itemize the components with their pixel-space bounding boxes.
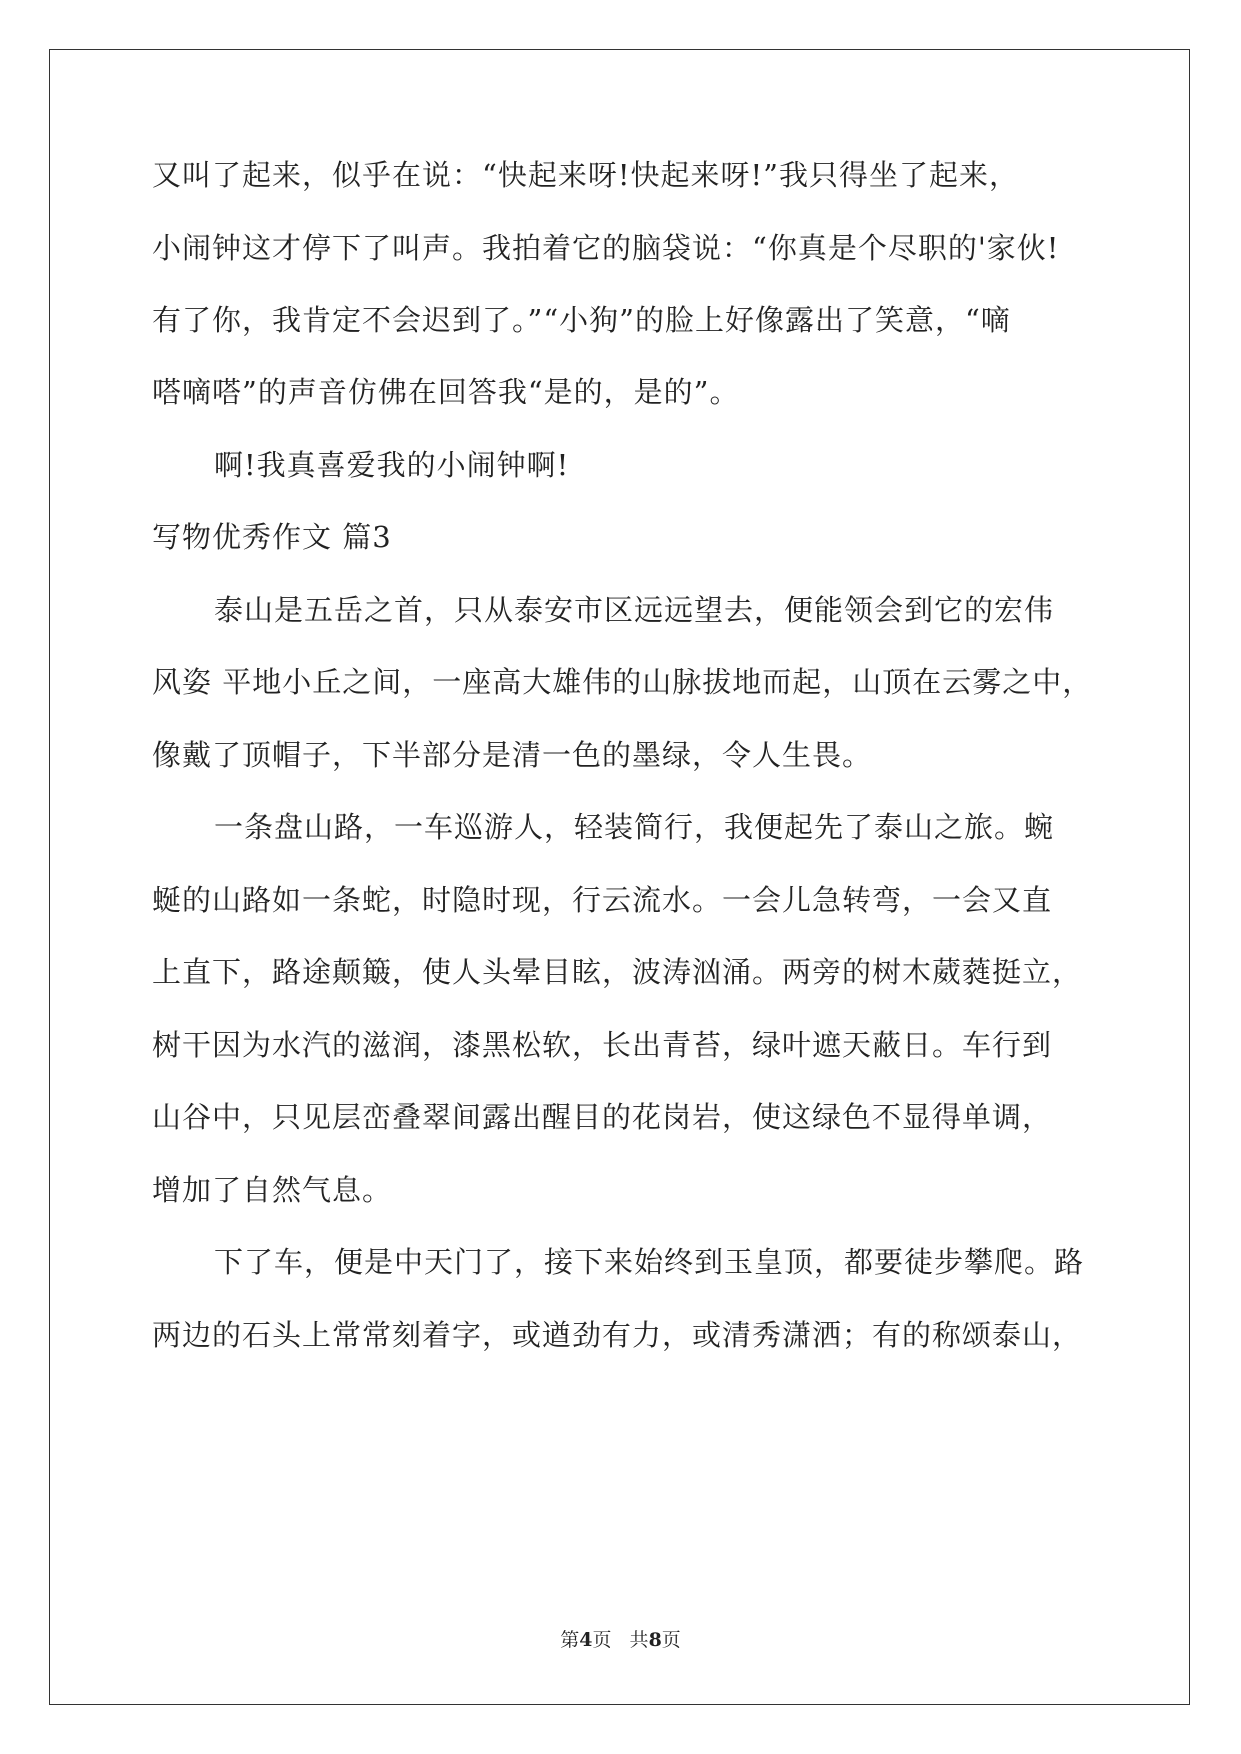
text-line: 有了你，我肯定不会迟到了。”“小狗”的脸上好像露出了笑意，“嘀 xyxy=(152,303,1011,337)
current-page-number: 4 xyxy=(579,1629,593,1651)
text-line: 下了车，便是中天门了，接下来始终到玉皇顶，都要徒步攀爬。路 xyxy=(214,1245,1085,1279)
footer-mid: 页 共 xyxy=(592,1629,649,1651)
text-line: 嗒嘀嗒”的声音仿佛在回答我“是的，是的”。 xyxy=(152,375,740,409)
total-pages-number: 8 xyxy=(648,1629,662,1651)
text-line: 蜒的山路如一条蛇，时隐时现，行云流水。一会儿急转弯，一会又直 xyxy=(152,883,1053,917)
text-line: 山谷中，只见层峦叠翠间露出醒目的花岗岩，使这绿色不显得单调， xyxy=(152,1100,1053,1134)
text-line: 小闹钟这才停下了叫声。我拍着它的脑袋说：“你真是个尽职的'家伙! xyxy=(152,231,1060,265)
text-line: 啊!我真喜爱我的小闹钟啊! xyxy=(214,448,570,482)
text-line: 像戴了顶帽子，下半部分是清一色的墨绿，令人生畏。 xyxy=(152,738,873,772)
text-line: 树干因为水汽的滋润，漆黑松软，长出青苔，绿叶遮天蔽日。车行到 xyxy=(152,1028,1053,1062)
footer-prefix: 第 xyxy=(560,1629,580,1651)
section-heading: 写物优秀作文 篇3 xyxy=(152,520,392,554)
page-border xyxy=(49,49,1190,1705)
text-line: 又叫了起来，似乎在说：“快起来呀!快起来呀!”我只得坐了起来， xyxy=(152,158,1019,192)
text-line: 一条盘山路，一车巡游人，轻装简行，我便起先了泰山之旅。蜿 xyxy=(214,810,1055,844)
text-line: 上直下，路途颠簸，使人头晕目眩，波涛汹涌。两旁的树木葳蕤挺立， xyxy=(152,955,1083,989)
page-footer xyxy=(0,1628,1241,1652)
text-line: 泰山是五岳之首，只从泰安市区远远望去，便能领会到它的宏伟 xyxy=(214,593,1055,627)
text-line: 两边的石头上常常刻着字，或遒劲有力，或清秀潇洒；有的称颂泰山， xyxy=(152,1318,1083,1352)
text-line: 增加了自然气息。 xyxy=(152,1173,393,1207)
text-line: 风姿 平地小丘之间，一座高大雄伟的山脉拔地而起，山顶在云雾之中， xyxy=(152,665,1093,699)
footer-suffix: 页 xyxy=(661,1629,681,1651)
